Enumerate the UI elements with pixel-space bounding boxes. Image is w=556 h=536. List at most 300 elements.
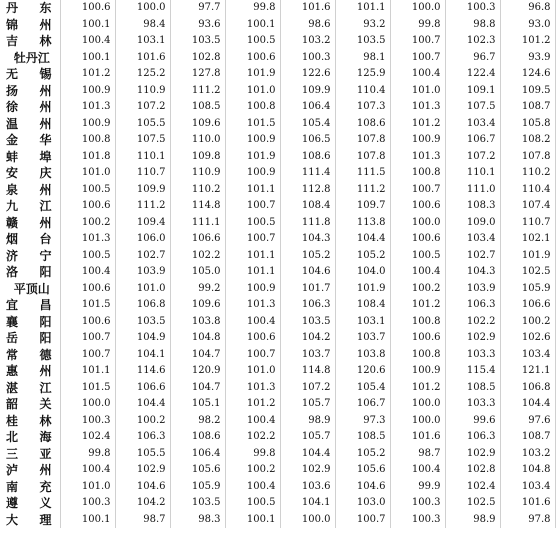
index-value-cell: 100.0 (280, 512, 335, 529)
table-row (0, 479, 555, 496)
index-value-cell: 104.1 (115, 347, 170, 364)
index-value-cell: 103.1 (335, 314, 390, 331)
index-value-cell: 107.3 (335, 99, 390, 116)
index-value-cell: 114.8 (170, 198, 225, 215)
table-row (0, 99, 555, 116)
index-value-cell: 93.9 (500, 50, 555, 67)
index-value-cell: 104.1 (280, 495, 335, 512)
index-value-cell: 105.4 (335, 380, 390, 397)
index-value-cell: 111.2 (335, 182, 390, 199)
index-value-cell: 100.8 (225, 99, 280, 116)
index-value-cell: 101.1 (60, 363, 115, 380)
index-value-cell: 108.5 (170, 99, 225, 116)
index-value-cell: 97.8 (500, 512, 555, 529)
index-value-cell: 107.8 (500, 149, 555, 166)
index-value-cell: 102.1 (500, 231, 555, 248)
index-value-cell: 104.4 (280, 446, 335, 463)
index-value-cell: 110.1 (445, 165, 500, 182)
index-value-cell: 104.6 (115, 479, 170, 496)
index-value-cell: 109.9 (115, 182, 170, 199)
index-value-cell: 96.7 (445, 50, 500, 67)
index-value-cell: 100.0 (390, 0, 445, 17)
city-name-cell: 赣 州 (0, 215, 60, 232)
city-name-cell: 济 宁 (0, 248, 60, 265)
index-value-cell: 98.7 (390, 446, 445, 463)
index-value-cell: 100.7 (225, 231, 280, 248)
table-row (0, 149, 555, 166)
index-value-cell: 100.8 (390, 165, 445, 182)
index-value-cell: 100.0 (115, 0, 170, 17)
index-value-cell: 100.4 (60, 264, 115, 281)
index-value-cell: 101.6 (280, 0, 335, 17)
index-value-cell: 104.2 (115, 495, 170, 512)
table-row (0, 347, 555, 364)
index-value-cell: 106.4 (170, 446, 225, 463)
index-value-cell: 101.5 (60, 297, 115, 314)
city-name-cell: 南 充 (0, 479, 60, 496)
index-value-cell: 98.8 (445, 17, 500, 34)
index-value-cell: 100.1 (60, 17, 115, 34)
index-value-cell: 125.9 (335, 66, 390, 83)
index-value-cell: 100.4 (60, 462, 115, 479)
index-value-cell: 100.4 (390, 66, 445, 83)
table-row (0, 33, 555, 50)
index-value-cell: 103.5 (170, 33, 225, 50)
index-value-cell: 100.9 (225, 281, 280, 298)
index-value-cell: 103.8 (170, 314, 225, 331)
index-value-cell: 107.8 (335, 132, 390, 149)
index-value-cell: 100.1 (60, 512, 115, 529)
index-value-cell: 100.4 (225, 413, 280, 430)
index-value-cell: 108.5 (335, 429, 390, 446)
index-value-cell: 99.8 (225, 0, 280, 17)
index-value-cell: 111.8 (280, 215, 335, 232)
table-row (0, 165, 555, 182)
index-value-cell: 110.7 (500, 215, 555, 232)
index-value-cell: 109.5 (500, 83, 555, 100)
index-value-cell: 104.6 (335, 479, 390, 496)
index-value-cell: 101.5 (60, 380, 115, 397)
index-value-cell: 98.7 (115, 512, 170, 529)
index-value-cell: 99.8 (60, 446, 115, 463)
city-name-cell: 北 海 (0, 429, 60, 446)
index-value-cell: 101.2 (390, 116, 445, 133)
index-value-cell: 102.8 (445, 462, 500, 479)
index-value-cell: 100.9 (225, 132, 280, 149)
index-value-cell: 105.7 (280, 396, 335, 413)
city-name-cell: 惠 州 (0, 363, 60, 380)
index-value-cell: 100.7 (225, 347, 280, 364)
index-value-cell: 101.2 (390, 380, 445, 397)
index-value-cell: 109.8 (170, 149, 225, 166)
index-value-cell: 100.3 (60, 413, 115, 430)
index-value-cell: 108.6 (170, 429, 225, 446)
index-value-cell: 104.6 (280, 264, 335, 281)
index-value-cell: 101.9 (225, 149, 280, 166)
index-value-cell: 102.4 (445, 479, 500, 496)
index-value-cell: 98.3 (170, 512, 225, 529)
index-value-cell: 93.6 (170, 17, 225, 34)
index-value-cell: 104.2 (280, 330, 335, 347)
index-value-cell: 108.6 (280, 149, 335, 166)
index-value-cell: 102.3 (445, 33, 500, 50)
index-value-cell: 106.0 (115, 231, 170, 248)
index-value-cell: 107.2 (280, 380, 335, 397)
index-value-cell: 101.2 (390, 297, 445, 314)
city-name-cell: 岳 阳 (0, 330, 60, 347)
index-value-cell: 103.9 (445, 281, 500, 298)
index-value-cell: 106.3 (115, 429, 170, 446)
index-value-cell: 106.8 (115, 297, 170, 314)
index-value-cell: 102.2 (225, 429, 280, 446)
index-value-cell: 101.2 (60, 66, 115, 83)
index-value-cell: 109.1 (445, 83, 500, 100)
index-value-cell: 100.0 (390, 215, 445, 232)
index-value-cell: 100.5 (225, 215, 280, 232)
index-value-cell: 103.1 (115, 33, 170, 50)
table-row (0, 363, 555, 380)
index-value-cell: 111.2 (115, 198, 170, 215)
index-value-cell: 100.7 (390, 33, 445, 50)
index-value-cell: 100.2 (60, 215, 115, 232)
index-value-cell: 111.4 (280, 165, 335, 182)
index-value-cell: 109.6 (170, 297, 225, 314)
index-value-cell: 100.5 (390, 248, 445, 265)
table-row (0, 182, 555, 199)
index-value-cell: 104.0 (335, 264, 390, 281)
index-value-cell: 105.0 (170, 264, 225, 281)
index-value-cell: 98.4 (115, 17, 170, 34)
table-row (0, 380, 555, 397)
index-value-cell: 103.3 (445, 347, 500, 364)
index-value-cell: 103.3 (445, 396, 500, 413)
index-value-cell: 121.1 (500, 363, 555, 380)
table-row (0, 413, 555, 430)
table-row (0, 512, 555, 529)
table-row (0, 50, 555, 67)
table-row (0, 429, 555, 446)
index-value-cell: 101.6 (115, 50, 170, 67)
index-value-cell: 100.3 (280, 50, 335, 67)
index-value-cell: 101.1 (225, 264, 280, 281)
index-value-cell: 111.0 (445, 182, 500, 199)
index-value-cell: 107.5 (445, 99, 500, 116)
index-value-cell: 108.5 (445, 380, 500, 397)
index-value-cell: 114.8 (280, 363, 335, 380)
index-value-cell: 102.9 (445, 446, 500, 463)
index-value-cell: 104.8 (170, 330, 225, 347)
index-value-cell: 102.9 (280, 462, 335, 479)
index-value-cell: 100.0 (60, 396, 115, 413)
index-value-cell: 100.3 (390, 495, 445, 512)
index-value-cell: 103.7 (280, 347, 335, 364)
city-name-cell: 烟 台 (0, 231, 60, 248)
index-value-cell: 96.8 (500, 0, 555, 17)
index-value-cell: 110.1 (115, 149, 170, 166)
index-value-cell: 102.6 (500, 330, 555, 347)
index-value-cell: 105.6 (335, 462, 390, 479)
index-value-cell: 105.2 (280, 248, 335, 265)
index-value-cell: 102.2 (445, 314, 500, 331)
index-value-cell: 110.0 (170, 132, 225, 149)
index-value-cell: 100.8 (60, 132, 115, 149)
index-value-cell: 122.4 (445, 66, 500, 83)
index-value-cell: 105.2 (335, 248, 390, 265)
index-value-cell: 120.6 (335, 363, 390, 380)
index-value-cell: 107.2 (115, 99, 170, 116)
index-value-cell: 104.4 (335, 231, 390, 248)
index-value-cell: 100.7 (60, 330, 115, 347)
city-name-cell: 洛 阳 (0, 264, 60, 281)
index-value-cell: 97.6 (500, 413, 555, 430)
index-value-cell: 106.3 (280, 297, 335, 314)
table-row (0, 0, 555, 17)
table-row (0, 231, 555, 248)
index-value-cell: 105.5 (115, 116, 170, 133)
index-value-cell: 106.7 (445, 132, 500, 149)
index-value-cell: 100.6 (390, 330, 445, 347)
index-value-cell: 115.4 (445, 363, 500, 380)
table-row (0, 116, 555, 133)
index-value-cell: 104.7 (170, 380, 225, 397)
index-value-cell: 101.7 (280, 281, 335, 298)
index-value-cell: 108.4 (280, 198, 335, 215)
index-value-cell: 100.5 (60, 182, 115, 199)
city-name-cell: 锦 州 (0, 17, 60, 34)
city-name-cell: 遵 义 (0, 495, 60, 512)
index-value-cell: 110.9 (170, 165, 225, 182)
index-value-cell: 100.6 (390, 231, 445, 248)
index-value-cell: 101.0 (225, 363, 280, 380)
index-value-cell: 111.1 (170, 215, 225, 232)
index-value-cell: 106.5 (280, 132, 335, 149)
city-name-cell: 泉 州 (0, 182, 60, 199)
index-value-cell: 102.5 (500, 264, 555, 281)
city-name-cell: 安 庆 (0, 165, 60, 182)
index-value-cell: 106.3 (445, 429, 500, 446)
index-value-cell: 97.3 (335, 413, 390, 430)
index-value-cell: 100.7 (225, 198, 280, 215)
index-value-cell: 101.0 (225, 83, 280, 100)
index-value-cell: 103.7 (335, 330, 390, 347)
city-name-cell: 平顶山 (0, 281, 60, 298)
index-value-cell: 100.2 (500, 314, 555, 331)
index-value-cell: 104.4 (500, 396, 555, 413)
index-value-cell: 100.5 (225, 495, 280, 512)
index-value-cell: 108.2 (500, 132, 555, 149)
index-value-cell: 101.3 (390, 149, 445, 166)
index-value-cell: 104.4 (115, 396, 170, 413)
index-value-cell: 97.7 (170, 0, 225, 17)
index-value-cell: 103.5 (115, 314, 170, 331)
city-name-cell: 丹 东 (0, 0, 60, 17)
index-value-cell: 101.9 (500, 248, 555, 265)
index-value-cell: 101.0 (115, 281, 170, 298)
index-value-cell: 100.3 (60, 495, 115, 512)
table-row (0, 446, 555, 463)
index-value-cell: 103.5 (335, 33, 390, 50)
index-value-cell: 100.1 (225, 17, 280, 34)
index-value-cell: 109.9 (280, 83, 335, 100)
index-value-cell: 113.8 (335, 215, 390, 232)
index-value-cell: 100.8 (390, 314, 445, 331)
index-value-cell: 101.9 (335, 281, 390, 298)
index-value-cell: 105.4 (280, 116, 335, 133)
index-value-cell: 106.6 (500, 297, 555, 314)
index-value-cell: 105.7 (280, 429, 335, 446)
index-value-cell: 100.6 (60, 0, 115, 17)
table-row (0, 330, 555, 347)
index-value-cell: 100.9 (225, 165, 280, 182)
city-name-cell: 徐 州 (0, 99, 60, 116)
index-value-cell: 100.4 (60, 33, 115, 50)
city-name-cell: 吉 林 (0, 33, 60, 50)
index-value-cell: 100.1 (225, 512, 280, 529)
index-value-cell: 101.3 (390, 99, 445, 116)
index-value-cell: 101.2 (225, 396, 280, 413)
index-value-cell: 111.5 (335, 165, 390, 182)
index-value-cell: 105.2 (335, 446, 390, 463)
index-value-cell: 99.6 (445, 413, 500, 430)
index-value-cell: 100.5 (60, 248, 115, 265)
index-value-cell: 100.5 (225, 33, 280, 50)
index-value-cell: 105.1 (170, 396, 225, 413)
index-value-cell: 93.2 (335, 17, 390, 34)
index-value-cell: 104.8 (500, 462, 555, 479)
index-value-cell: 100.7 (60, 347, 115, 364)
table-row (0, 314, 555, 331)
index-value-cell: 100.7 (390, 182, 445, 199)
index-value-cell: 98.9 (280, 413, 335, 430)
table-row (0, 396, 555, 413)
city-name-cell: 襄 阳 (0, 314, 60, 331)
index-value-cell: 120.9 (170, 363, 225, 380)
index-value-cell: 124.6 (500, 66, 555, 83)
index-value-cell: 101.3 (60, 231, 115, 248)
index-value-cell: 108.7 (500, 99, 555, 116)
index-value-cell: 102.8 (170, 50, 225, 67)
index-value-cell: 106.8 (500, 380, 555, 397)
index-value-cell: 100.6 (60, 198, 115, 215)
index-value-cell: 99.9 (390, 479, 445, 496)
index-value-cell: 110.2 (500, 165, 555, 182)
index-value-cell: 100.4 (390, 264, 445, 281)
index-value-cell: 98.1 (335, 50, 390, 67)
index-value-cell: 102.7 (445, 248, 500, 265)
city-name-cell: 无 锡 (0, 66, 60, 83)
index-value-cell: 101.9 (225, 66, 280, 83)
index-value-cell: 109.7 (335, 198, 390, 215)
index-value-cell: 105.9 (170, 479, 225, 496)
index-value-cell: 109.6 (170, 116, 225, 133)
city-name-cell: 温 州 (0, 116, 60, 133)
city-name-cell: 金 华 (0, 132, 60, 149)
index-value-cell: 101.0 (60, 165, 115, 182)
index-value-cell: 101.1 (225, 182, 280, 199)
index-value-cell: 100.4 (390, 462, 445, 479)
table-row (0, 17, 555, 34)
index-value-cell: 108.6 (335, 116, 390, 133)
index-value-cell: 98.9 (445, 512, 500, 529)
index-value-cell: 100.0 (390, 396, 445, 413)
index-value-cell: 111.2 (170, 83, 225, 100)
index-value-cell: 101.6 (500, 495, 555, 512)
index-value-cell: 106.4 (280, 99, 335, 116)
index-value-cell: 103.5 (280, 314, 335, 331)
index-value-cell: 103.4 (500, 479, 555, 496)
index-value-cell: 102.5 (445, 495, 500, 512)
index-value-cell: 103.6 (280, 479, 335, 496)
table-row (0, 495, 555, 512)
index-value-cell: 98.2 (170, 413, 225, 430)
index-value-cell: 103.4 (500, 347, 555, 364)
index-value-cell: 103.0 (335, 495, 390, 512)
index-value-cell: 102.2 (170, 248, 225, 265)
index-value-cell: 109.0 (445, 215, 500, 232)
index-value-cell: 103.4 (445, 116, 500, 133)
index-value-cell: 101.0 (390, 83, 445, 100)
index-value-cell: 105.5 (115, 446, 170, 463)
index-value-cell: 98.6 (280, 17, 335, 34)
index-value-cell: 104.9 (115, 330, 170, 347)
index-value-cell: 100.3 (390, 512, 445, 529)
index-value-cell: 101.8 (60, 149, 115, 166)
city-name-cell: 泸 州 (0, 462, 60, 479)
index-value-cell: 110.2 (170, 182, 225, 199)
index-value-cell: 104.3 (280, 231, 335, 248)
city-name-cell: 韶 关 (0, 396, 60, 413)
index-value-cell: 110.9 (115, 83, 170, 100)
index-value-cell: 108.7 (500, 429, 555, 446)
index-value-cell: 99.8 (390, 17, 445, 34)
index-value-cell: 100.3 (445, 0, 500, 17)
index-value-cell: 105.8 (500, 116, 555, 133)
index-value-cell: 122.6 (280, 66, 335, 83)
index-value-cell: 99.8 (225, 446, 280, 463)
table-row (0, 66, 555, 83)
index-value-cell: 114.6 (115, 363, 170, 380)
index-value-cell: 100.1 (60, 50, 115, 67)
index-value-cell: 107.2 (445, 149, 500, 166)
index-value-cell: 100.8 (390, 347, 445, 364)
city-name-cell: 宜 昌 (0, 297, 60, 314)
index-value-cell: 106.6 (115, 380, 170, 397)
index-value-cell: 102.4 (60, 429, 115, 446)
table-row (0, 198, 555, 215)
city-name-cell: 牡丹江 (0, 50, 60, 67)
index-value-cell: 105.9 (500, 281, 555, 298)
index-value-cell: 104.3 (445, 264, 500, 281)
index-value-cell: 106.7 (335, 396, 390, 413)
index-value-cell: 125.2 (115, 66, 170, 83)
index-value-cell: 109.4 (115, 215, 170, 232)
index-value-cell: 100.6 (225, 330, 280, 347)
index-value-cell: 100.6 (225, 50, 280, 67)
index-value-cell: 108.4 (335, 297, 390, 314)
index-value-cell: 100.9 (60, 116, 115, 133)
index-value-cell: 103.9 (115, 264, 170, 281)
index-value-cell: 103.4 (445, 231, 500, 248)
table-row (0, 215, 555, 232)
index-value-cell: 100.0 (390, 413, 445, 430)
index-value-cell: 99.2 (170, 281, 225, 298)
index-value-cell: 110.7 (115, 165, 170, 182)
index-value-cell: 103.2 (280, 33, 335, 50)
index-value-cell: 101.2 (500, 33, 555, 50)
city-name-cell: 三 亚 (0, 446, 60, 463)
city-name-cell: 桂 林 (0, 413, 60, 430)
table-row (0, 297, 555, 314)
